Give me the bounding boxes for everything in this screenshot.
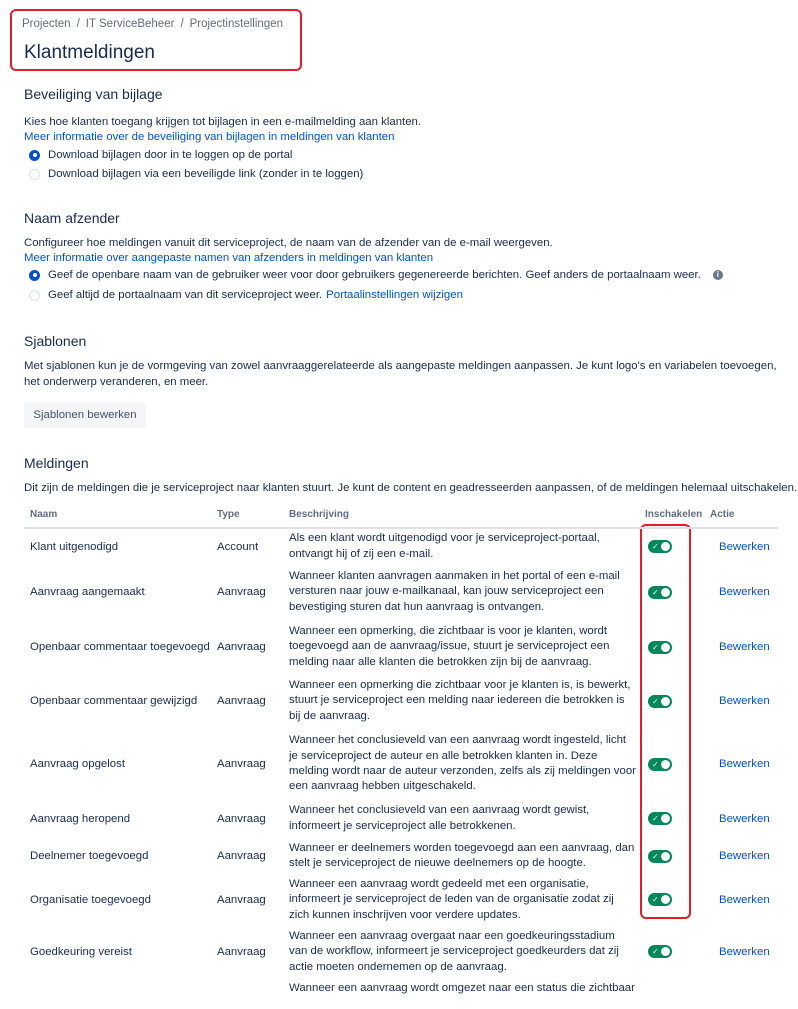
radio-selected-icon[interactable]	[29, 270, 40, 281]
edit-notification-link[interactable]: Bewerken	[719, 812, 770, 825]
breadcrumb	[22, 18, 283, 30]
templates-heading: Sjablonen	[24, 333, 87, 349]
notification-name: Aanvraag opgelost	[30, 758, 125, 770]
notifications-heading: Meldingen	[24, 455, 89, 471]
table-row	[24, 728, 779, 800]
notification-type: Aanvraag	[217, 641, 266, 653]
radio-label: Download bijlagen door in te loggen op de portal	[48, 149, 293, 161]
notification-type: Aanvraag	[217, 586, 266, 598]
toggle-knob	[661, 852, 670, 861]
notification-action-cell	[706, 528, 779, 564]
edit-notification-link[interactable]: Bewerken	[719, 893, 770, 906]
notification-description: Wanneer er deelnemers worden toegevoegd aan een aanvraag, dan stelt je serviceproject de nieuwe deelnemers op de hoogte.	[289, 841, 635, 869]
notification-type: Aanvraag	[217, 850, 266, 862]
radio-unselected-icon[interactable]	[29, 290, 40, 301]
notifications-table	[24, 507, 779, 1009]
notification-type: Aanvraag	[217, 758, 266, 770]
notification-description: Wanneer een aanvraag wordt omgezet naar een status die zichtbaar	[289, 981, 635, 994]
enable-toggle[interactable]	[648, 850, 672, 863]
toggle-knob	[661, 588, 670, 597]
column-header-action: Actie	[706, 507, 779, 528]
notification-toggle-cell	[636, 674, 706, 728]
notification-name: Openbaar commentaar gewijzigd	[30, 695, 198, 707]
notification-description: Wanneer een aanvraag wordt gedeeld met een organisatie, informeert je serviceproject de leden van de organisatie zodat zij zich kunnen inschrijven voor verdere updates.	[289, 878, 614, 921]
breadcrumb-project-settings[interactable]: Projectinstellingen	[189, 18, 283, 30]
check-icon: ✓	[652, 851, 659, 861]
notification-toggle-cell	[636, 620, 706, 674]
enable-toggle[interactable]	[648, 893, 672, 906]
breadcrumb-projects[interactable]: Projecten	[22, 18, 71, 30]
enable-toggle[interactable]	[648, 758, 672, 771]
notification-name: Organisatie toegevoegd	[30, 893, 151, 906]
table-row	[24, 800, 779, 837]
breadcrumb-separator: /	[76, 18, 80, 30]
notifications-description: Dit zijn de meldingen die je serviceproject naar klanten stuurt. Je kunt de content en geadresseerden aanpassen, of de meldingen helemaal uitschakelen.	[24, 482, 798, 494]
notification-name: Deelnemer toegevoegd	[30, 850, 149, 862]
page-title: Klantmeldingen	[24, 42, 155, 63]
notification-description: Wanneer een opmerking die zichtbaar voor je klanten is, is bewerkt, stuurt je serviceproject een melding naar iedereen die betrokken is bij de aanvraag.	[289, 679, 631, 722]
toggle-knob	[661, 760, 670, 769]
edit-notification-link[interactable]: Bewerken	[719, 586, 770, 598]
enable-toggle[interactable]	[648, 812, 672, 825]
sender-description: Configureer hoe meldingen vanuit dit serviceproject, de naam van de afzender van de e-mail weergeven.	[24, 237, 553, 249]
notification-toggle-cell	[636, 925, 706, 979]
notification-action-cell	[706, 674, 779, 728]
sender-heading: Naam afzender	[24, 210, 120, 226]
radio-label: Geef altijd de portaalnaam van dit serviceproject weer.	[48, 289, 323, 301]
check-icon: ✓	[652, 642, 659, 652]
column-header-enable: Inschakelen	[636, 507, 706, 528]
notification-description: Wanneer een opmerking, die zichtbaar is voor je klanten, wordt toegevoegd aan de aanvraag/issue, stuurt je serviceproject een melding naar alle klanten die betrokken zijn bij de aanvraag.	[289, 625, 610, 668]
portal-settings-link[interactable]: Portaalinstellingen wijzigen	[326, 289, 463, 301]
notification-description: Wanneer het conclusieveld van een aanvraag wordt ingesteld, licht je serviceproject de auteur en alle betrokken klanten in. Deze melding wordt naar de auteur verzonden, zelfs als zij meldingen voor een aanvraag hebben uitgeschakeld.	[289, 734, 636, 793]
edit-notification-link[interactable]: Bewerken	[719, 641, 770, 653]
toggle-knob	[661, 895, 670, 904]
notification-action-cell	[706, 564, 779, 620]
notification-name: Goedkeuring vereist	[30, 945, 132, 958]
table-row	[24, 875, 779, 925]
breadcrumb-separator: /	[180, 18, 184, 30]
notification-toggle-cell	[636, 728, 706, 800]
notification-type: Aanvraag	[217, 893, 266, 906]
enable-toggle[interactable]	[648, 945, 672, 958]
notification-action-cell	[706, 925, 779, 979]
notification-type: Aanvraag	[217, 695, 266, 707]
table-row	[24, 564, 779, 620]
toggle-knob	[661, 697, 670, 706]
notification-action-cell	[706, 728, 779, 800]
breadcrumb-it-servicebeheer[interactable]: IT ServiceBeheer	[85, 18, 175, 30]
notification-name: Klant uitgenodigd	[30, 540, 119, 553]
edit-notification-link[interactable]: Bewerken	[719, 695, 770, 707]
edit-notification-link[interactable]: Bewerken	[719, 758, 770, 770]
notification-toggle-cell	[636, 979, 706, 1009]
check-icon: ✓	[652, 814, 659, 823]
attachments-heading: Beveiliging van bijlage	[24, 86, 163, 102]
toggle-knob	[661, 643, 670, 652]
notification-description: Als een klant wordt uitgenodigd voor je serviceproject-portaal, ontvangt hij of zij een e-mail.	[289, 532, 600, 560]
notification-name: Aanvraag aangemaakt	[30, 586, 145, 598]
edit-templates-button[interactable]: Sjablonen bewerken	[24, 402, 146, 428]
info-icon[interactable]: i	[713, 270, 723, 280]
radio-label: Download bijlagen via een beveiligde link (zonder in te loggen)	[48, 168, 364, 180]
enable-toggle[interactable]	[648, 695, 672, 708]
toggle-knob	[661, 814, 670, 823]
notification-action-cell	[706, 875, 779, 925]
notification-description: Wanneer klanten aanvragen aanmaken in het portal of een e-mail versturen naar jouw e-mailkanaal, kan jouw serviceproject een bevestiging sturen dat hun aanvraag is ontvangen.	[289, 570, 620, 613]
notification-type: Aanvraag	[217, 945, 266, 958]
radio-sender-public-name[interactable]	[29, 269, 723, 281]
column-header-type[interactable]: Type	[217, 507, 289, 528]
check-icon: ✓	[652, 696, 659, 706]
notification-name: Openbaar commentaar toegevoegd	[30, 641, 210, 653]
notification-name: Aanvraag heropend	[30, 812, 131, 825]
radio-unselected-icon[interactable]	[29, 169, 40, 180]
notification-toggle-cell	[636, 875, 706, 925]
notification-toggle-cell	[636, 564, 706, 620]
table-row	[24, 837, 779, 875]
table-row	[24, 674, 779, 728]
attachments-description: Kies hoe klanten toegang krijgen tot bijlagen in een e-mailmelding aan klanten.	[24, 116, 422, 128]
check-icon: ✓	[652, 947, 659, 957]
table-row	[24, 620, 779, 674]
table-header-row	[24, 507, 779, 528]
notification-action-cell	[706, 800, 779, 837]
notification-toggle-cell	[636, 800, 706, 837]
toggle-knob	[661, 947, 670, 956]
radio-selected-icon[interactable]	[29, 150, 40, 161]
column-header-description: Beschrijving	[289, 507, 636, 528]
notification-type	[217, 979, 289, 1009]
notification-description: Wanneer het conclusieveld van een aanvraag wordt gewist, informeert je serviceproject alle betrokkenen.	[289, 804, 590, 832]
notification-action-cell	[706, 837, 779, 875]
notification-action-cell	[706, 979, 779, 1009]
edit-notification-link[interactable]: Bewerken	[719, 850, 770, 862]
enable-toggle[interactable]	[648, 641, 672, 654]
attachments-info-link[interactable]: Meer informatie over de beveiliging van bijlagen in meldingen van klanten	[24, 131, 395, 143]
radio-download-login[interactable]	[29, 149, 292, 161]
radio-label: Geef de openbare naam van de gebruiker weer voor door gebruikers gegenereerde berichten. Geef anders de portaalnaam weer.	[48, 269, 701, 281]
table-row	[24, 979, 779, 1009]
notification-toggle-cell	[636, 528, 706, 564]
notification-toggle-cell	[636, 837, 706, 875]
radio-download-secure-link[interactable]	[29, 168, 363, 180]
sender-info-link[interactable]: Meer informatie over aangepaste namen van afzenders in meldingen van klanten	[24, 252, 434, 264]
notification-name	[24, 979, 217, 1009]
edit-notification-link[interactable]: Bewerken	[719, 540, 770, 553]
enable-toggle[interactable]	[648, 586, 672, 599]
check-icon: ✓	[652, 759, 659, 769]
notification-type: Aanvraag	[217, 812, 266, 825]
notification-description: Wanneer een aanvraag overgaat naar een goedkeuringsstadium van de workflow, informeert je serviceproject goedkeurders dat zij actie moeten ondernemen op de aanvraag.	[289, 929, 619, 973]
notification-action-cell	[706, 620, 779, 674]
templates-description: Met sjablonen kun je de vormgeving van zowel aanvraaggerelateerde als aangepaste meldingen aanpassen. Je kunt logo's en variabelen toevoegen, het onderwerp veranderen, en meer.	[24, 360, 777, 388]
column-header-name[interactable]: Naam	[24, 507, 217, 528]
table-row	[24, 925, 779, 979]
check-icon: ✓	[652, 895, 659, 905]
edit-notification-link[interactable]: Bewerken	[719, 945, 770, 958]
radio-sender-portal-name[interactable]	[29, 289, 463, 301]
toggle-knob	[661, 542, 670, 551]
notification-type: Account	[217, 540, 259, 553]
table-row	[24, 528, 779, 564]
check-icon: ✓	[652, 587, 659, 597]
enable-toggle[interactable]	[648, 540, 672, 553]
check-icon: ✓	[652, 542, 659, 551]
